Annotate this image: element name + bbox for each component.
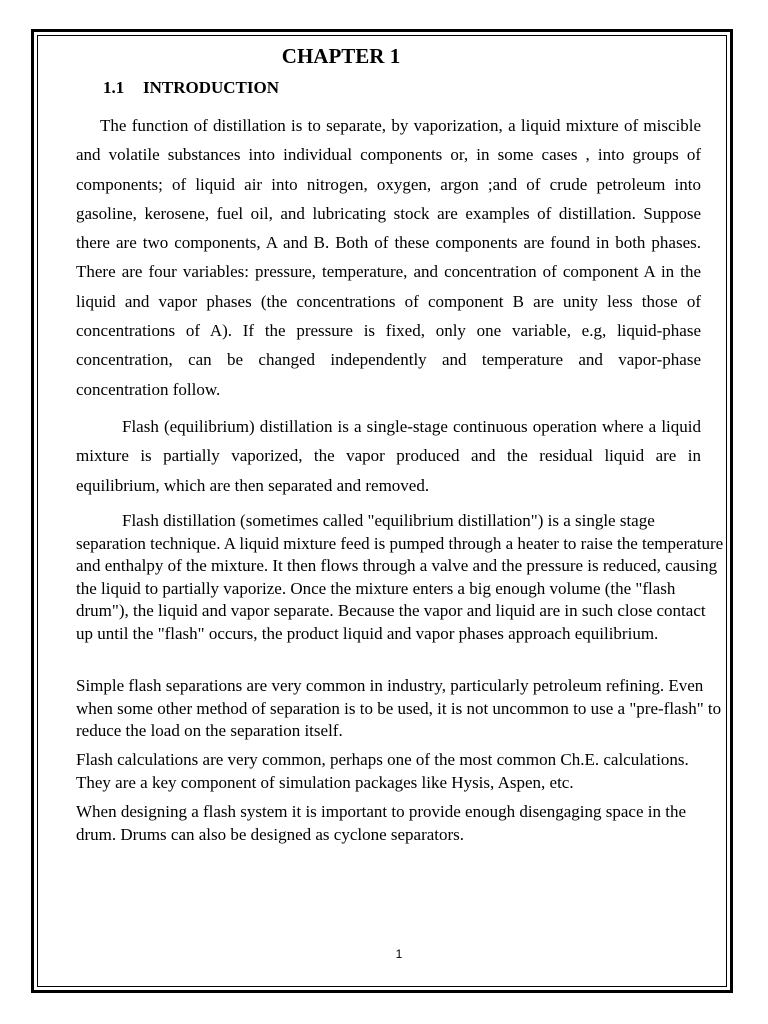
paragraph-flash-equilibrium: Flash (equilibrium) distillation is a single-stage continuous operation where a liquid mixture is partially vaporized, the vapor produced and the residual liquid are in equilibrium, which are then separated and removed. [76, 417, 701, 495]
paragraph-distillation-function: The function of distillation is to separate, by vaporization, a liquid mixture of miscible and volatile substances into individual components or, in some cases , into groups of components; of liquid air into nitrogen, oxygen, argon ;and of crude petroleum into gasoline, kerosene, fuel oil, and lubricating stock are examples of distillation. Suppose there are two components, A and B. Both of these components are found in both phases. There are four variables: pressure, temperature, and concentration of component A in the liquid and vapor phases (the concentrations of component B are unity less those of concentrations of A). If the pressure is fixed, only one variable, e.g, liquid-phase concentration, can be changed independently and temperature and vapor-phase concentration follow. [76, 116, 701, 399]
paragraph-flash-design: When designing a flash system it is important to provide enough disengaging space in the drum. Drums can also be designed as cyclone separators. [76, 802, 686, 844]
paragraph-simple-flash: Simple flash separations are very common in industry, particularly petroleum refining. Even when some other method of separation is to be used, it is not uncommon to use a "pre-flash" to reduce the load on the separation itself. [76, 676, 722, 741]
page-number: 1 [395, 947, 403, 961]
paragraph-flash-calculations: Flash calculations are very common, perhaps one of the most common Ch.E. calculations. They are a key component of simulation packages like Hysis, Aspen, etc. [76, 750, 689, 792]
chapter-title: CHAPTER 1 [281, 44, 401, 68]
paragraph-flash-distillation: Flash distillation (sometimes called "equilibrium distillation") is a single stage separation technique. A liquid mixture feed is pumped through a heater to raise the temperature and enthalpy of the mixture. It then flows through a valve and the pressure is reduced, causing the liquid to partially vaporize. Once the mixture enters a big enough volume (the "flash drum"), the liquid and vapor separate. Because the vapor and liquid are in such close contact up until the "flash" occurs, the product liquid and vapor phases approach equilibrium. [76, 511, 724, 643]
section-number: 1.1 [103, 78, 125, 97]
section-heading [103, 78, 279, 98]
section-title: INTRODUCTION [143, 78, 280, 97]
